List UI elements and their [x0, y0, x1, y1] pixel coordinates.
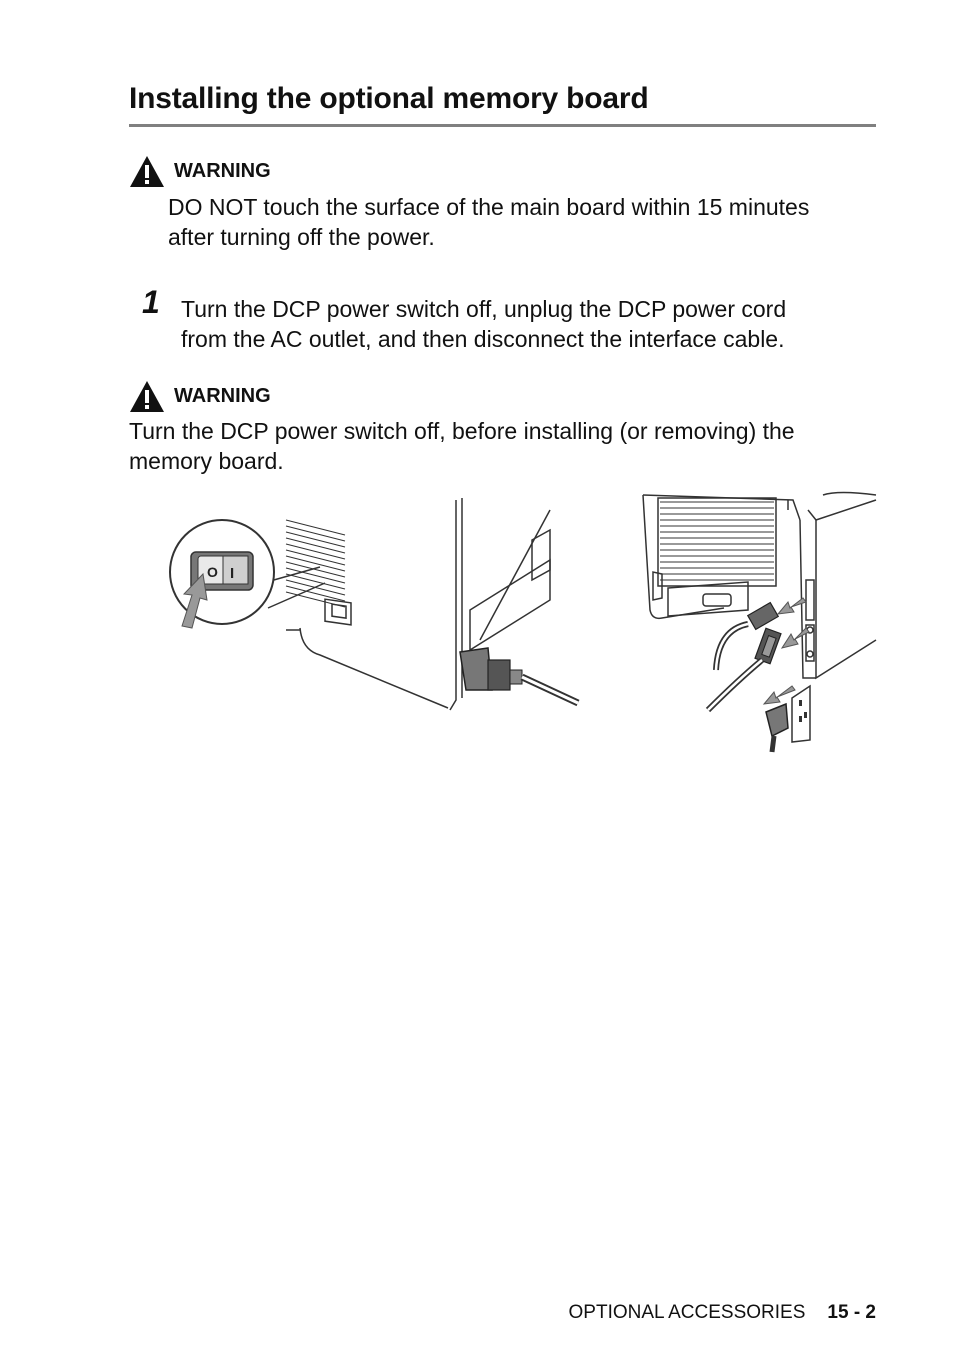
footer-section: OPTIONAL ACCESSORIES	[568, 1302, 806, 1323]
warning-label: WARNING	[174, 160, 271, 182]
rear-cables-illustration	[638, 490, 878, 755]
warning-text-1: DO NOT touch the surface of the main board within 15 minutes after turning off the power.	[168, 194, 810, 250]
title-divider	[129, 124, 876, 127]
power-switch-illustration	[160, 490, 590, 720]
warning-header-1	[129, 155, 271, 188]
step-number: 1	[142, 284, 160, 320]
warning-triangle-icon	[129, 380, 165, 413]
page-number: 15 - 2	[827, 1302, 876, 1323]
page-footer	[569, 1302, 876, 1324]
warning-header-2	[129, 380, 271, 413]
warning-label: WARNING	[174, 385, 271, 407]
warning-triangle-icon	[129, 155, 165, 188]
warning-text-2: Turn the DCP power switch off, before installing (or removing) the memory board.	[129, 418, 795, 474]
page-title: Installing the optional memory board	[129, 82, 649, 115]
switch-off-mark: O	[207, 564, 218, 580]
step-text: Turn the DCP power switch off, unplug the DCP power cord from the AC outlet, and then disconnect the interface cable.	[181, 296, 787, 352]
switch-on-mark: I	[230, 565, 235, 582]
